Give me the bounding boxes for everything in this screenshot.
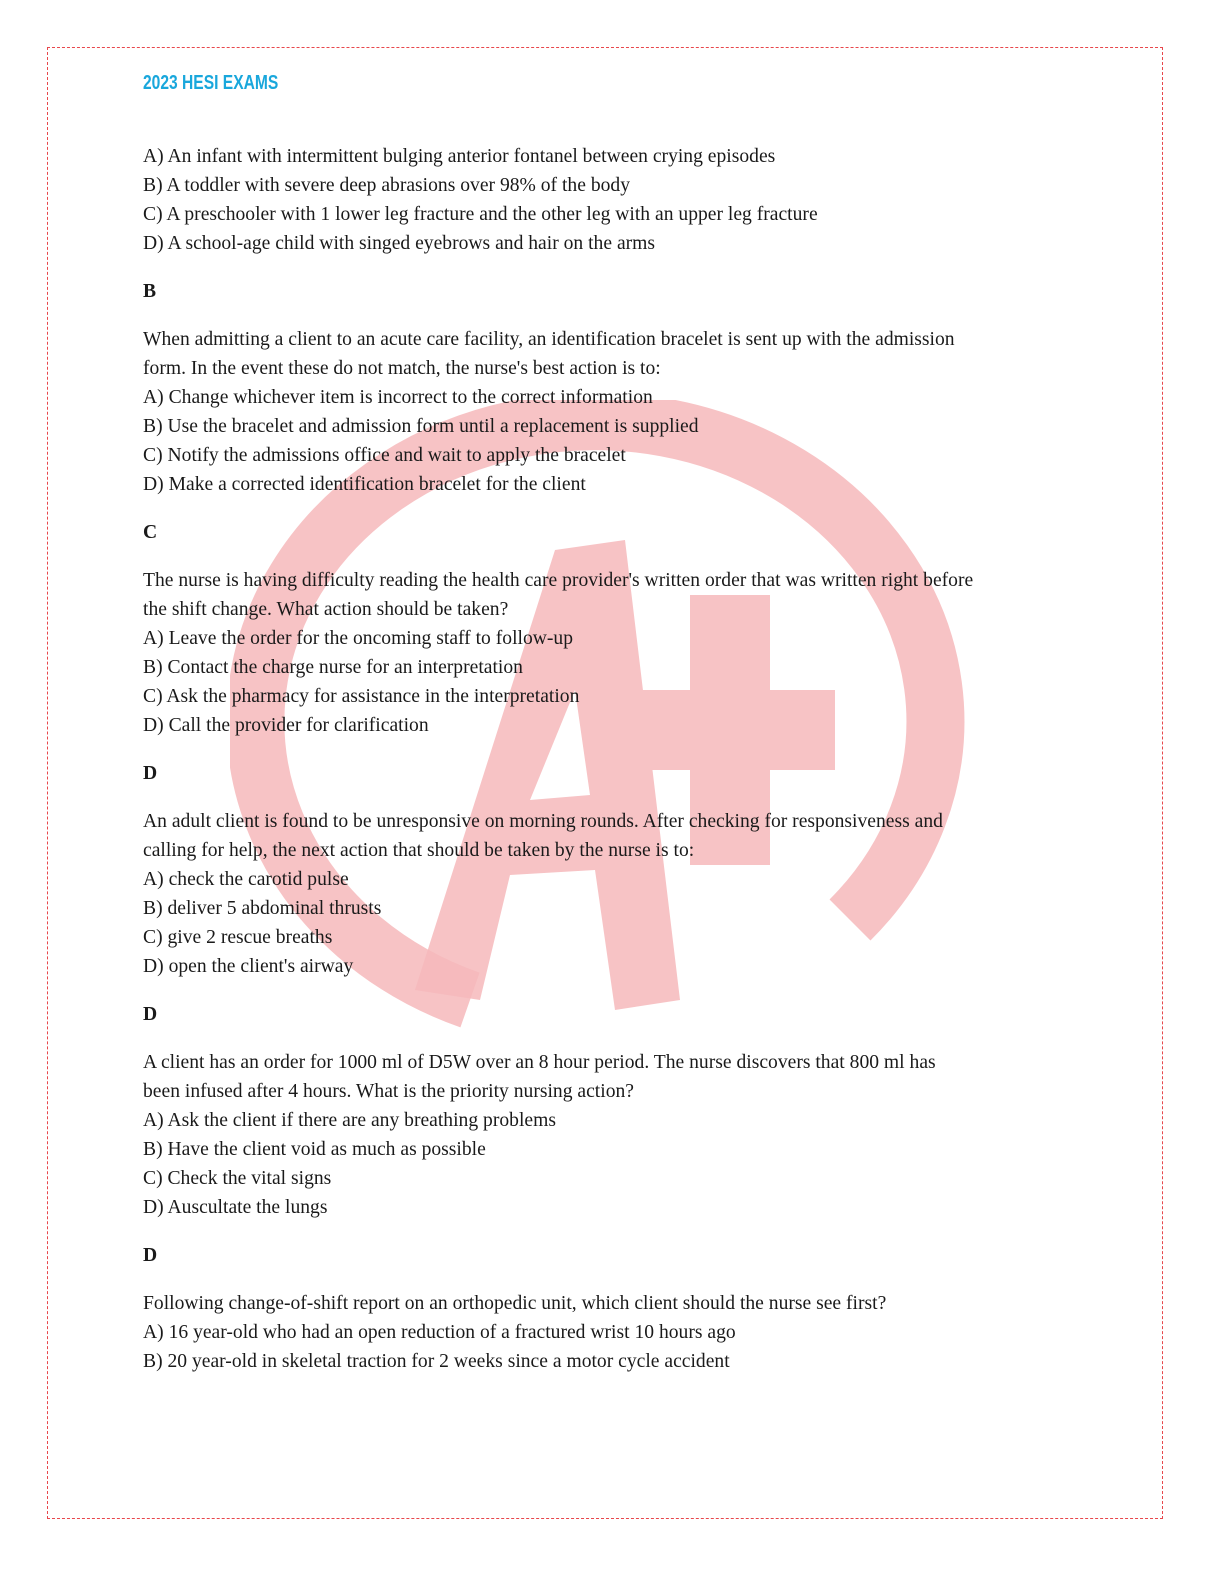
question-text: the shift change. What action should be taken? [143,599,509,620]
option: C) A preschooler with 1 lower leg fracture and the other leg with an upper leg fracture [143,204,818,225]
question-text: been infused after 4 hours. What is the priority nursing action? [143,1081,634,1102]
option: C) Notify the admissions office and wait to apply the bracelet [143,445,626,466]
document-content [143,142,1083,1395]
question-4 [143,1048,1083,1222]
option: D) Call the provider for clarification [143,715,429,736]
question-text: calling for help, the next action that should be taken by the nurse is to: [143,840,695,861]
answer: B [143,281,157,302]
option: A) Ask the client if there are any breathing problems [143,1110,556,1131]
option: B) Contact the charge nurse for an interpretation [143,657,523,678]
question-text: Following change-of-shift report on an orthopedic unit, which client should the nurse see first? [143,1293,887,1314]
question-3 [143,807,1083,981]
option: A) check the carotid pulse [143,869,349,890]
option: A) 16 year-old who had an open reduction of a fractured wrist 10 hours ago [143,1322,736,1343]
option: B) deliver 5 abdominal thrusts [143,898,382,919]
option: D) A school-age child with singed eyebrows and hair on the arms [143,233,656,254]
answer: D [143,1245,158,1266]
option: D) open the client's airway [143,956,354,977]
question-text: The nurse is having difficulty reading the health care provider's written order that was written right before [143,570,974,591]
option: A) An infant with intermittent bulging anterior fontanel between crying episodes [143,146,776,167]
question-0 [143,142,1083,258]
question-text: A client has an order for 1000 ml of D5W over an 8 hour period. The nurse discovers that 800 ml has [143,1052,936,1073]
question-2 [143,566,1083,740]
option: D) Make a corrected identification bracelet for the client [143,474,586,495]
answer: D [143,763,158,784]
question-text: When admitting a client to an acute care facility, an identification bracelet is sent up with the admission [143,329,955,350]
option: C) Ask the pharmacy for assistance in the interpretation [143,686,580,707]
answer: D [143,1004,158,1025]
option: C) give 2 rescue breaths [143,927,333,948]
question-text: form. In the event these do not match, the nurse's best action is to: [143,358,661,379]
option: B) Have the client void as much as possible [143,1139,486,1160]
question-5 [143,1289,1083,1376]
option: B) A toddler with severe deep abrasions over 98% of the body [143,175,631,196]
option: C) Check the vital signs [143,1168,332,1189]
option: B) 20 year-old in skeletal traction for 2 weeks since a motor cycle accident [143,1351,730,1372]
header-title: 2023 HESI EXAMS [143,72,279,94]
question-1 [143,325,1083,499]
option: B) Use the bracelet and admission form until a replacement is supplied [143,416,699,437]
option: D) Auscultate the lungs [143,1197,328,1218]
option: A) Change whichever item is incorrect to the correct information [143,387,653,408]
answer: C [143,522,158,543]
question-text: An adult client is found to be unresponsive on morning rounds. After checking for responsiveness and [143,811,943,832]
option: A) Leave the order for the oncoming staff to follow-up [143,628,574,649]
